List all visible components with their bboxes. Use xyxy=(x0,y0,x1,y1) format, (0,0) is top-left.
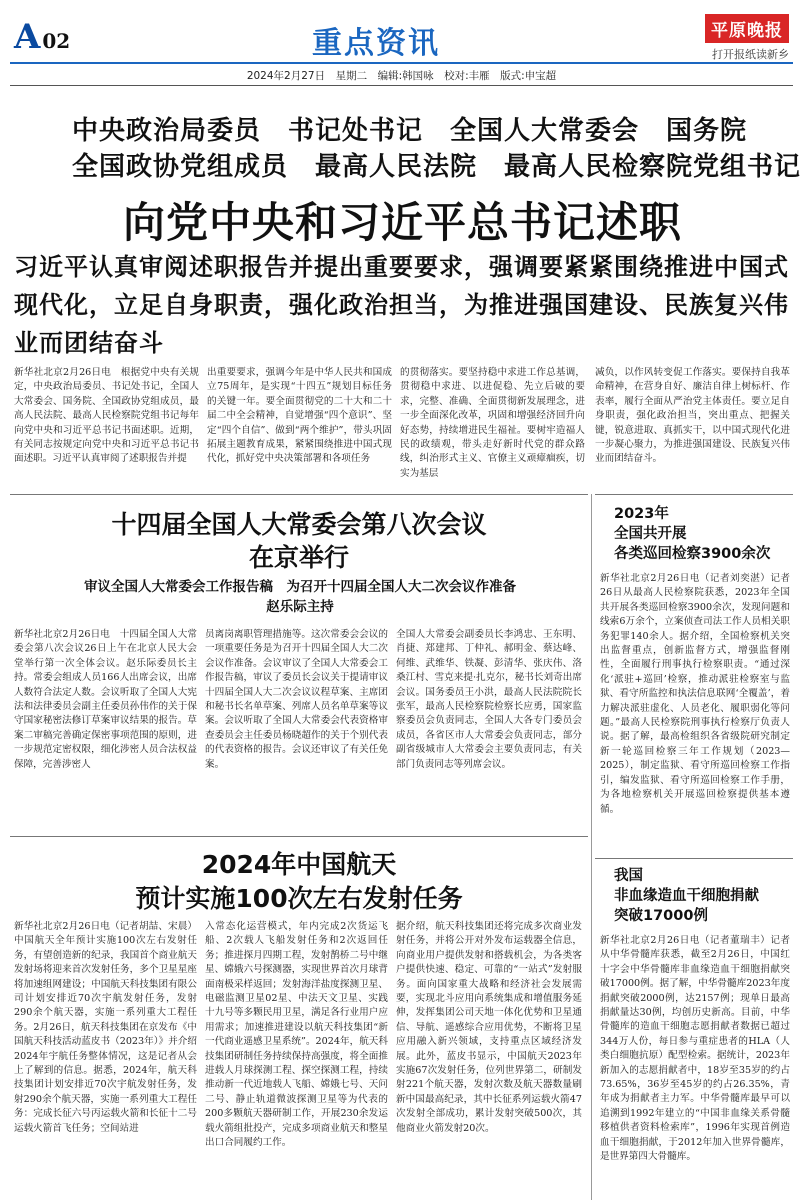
dateline-rule xyxy=(10,85,793,86)
side2-body: 新华社北京2月26日电（记者董瑞丰）记者从中华骨髓库获悉，截至2月26日，中国红十字会中华骨髓库非血缘造血干细胞捐献突破17000例。据了解，中华骨髓库2023年度捐献突破2000例，达2157例；现单日最高捐献量达30例，均创历史新高。目前，中华骨髓库的造血干细胞志愿捐献者数据已超过344万人份，每日参与重症患者的HLA（人类白细胞抗原）配型检索。据统计，2023年新加入的志愿捐献者中，18岁至35岁的约占73.65%，36岁至45岁的约占26.35%，青年成为捐献者主力军。中华骨髓库最早可以追溯到1992年建立的“中国非血缘关系骨髓移植供者资料检索库”，1996年实现首例造血干细胞捐献，于2012年加入世界骨髓库，是世界第四大骨髓库。 xyxy=(600,935,790,1163)
side2-title-3: 突破17000例 xyxy=(614,908,708,924)
side1-body: 新华社北京2月26日电（记者刘奕湛）记者26日从最高人民检察院获悉，2023年全国共开展各类巡回检察3900余次，发现问题和线索6万余个，立案侦查司法工作人员相关职务犯罪140余人。据介绍，全国检察机关突出监督重点，创新监督方式，增强监督刚性，全面履行刑事执行检察职责。“通过深化‘派驻+巡回’检察，推动派驻检察室与监狱、看守所监控和执法信息联网‘全覆盖’，着力解决派驻虚化、人员老化、履职弱化等问题。”最高人民检察院刑事执行检察厅负责人说。据了解，最高检组织各省级院研究制定新一轮巡回检察三年工作规划（2023—2025），制定监狱、看守所巡回检察工作指引，编发监狱、看守所巡回检察工作手册，为各地检察机关开展巡回检察提供基本遵循。 xyxy=(600,573,790,815)
story3-title-1: 2024年中国航天 xyxy=(201,850,397,879)
side1-title-3: 各类巡回检察3900余次 xyxy=(614,546,771,562)
lead-divider xyxy=(10,494,588,495)
side2-title-2: 非血缘造血干细胞捐献 xyxy=(614,888,759,904)
dateline: 2024年2月27日 星期二 编辑:韩国咏 校对:丰雁 版式:申宝超 xyxy=(246,70,557,82)
story2-title-1: 十四届全国人大常委会第八次会议 xyxy=(111,510,487,539)
story2-column-1: 新华社北京2月26日电 十四届全国人大常委会第八次会议26日上午在北京人民大会堂举行第一次全体会议。赵乐际委员长主持。常委会组成人员166人出席会议，出席人数符合法定人数。会议听取了全国人大宪法和法律委员会副主任委员孙伟作的关于保守国家秘密法修订草案审议结果的报告。草案二审稿完善确定保密事项范围的原则，进一步规范定密权限，细化涉密人员合法权益保障，完善涉密人 xyxy=(14,629,197,770)
lead-headline: 向党中央和习近平总书记述职 xyxy=(122,198,682,247)
story2-title-2: 在京举行 xyxy=(248,543,349,572)
lead-kicker-2: 全国政协党组成员 最高人民法院 最高人民检察院党组书记 xyxy=(72,152,802,182)
lead-kicker-1: 中央政治局委员 书记处书记 全国人大常委会 国务院 xyxy=(72,116,748,146)
story2-divider xyxy=(10,836,588,837)
section-title: 重点资讯 xyxy=(312,26,440,61)
lead-deck: 习近平认真审阅述职报告并提出重要要求，强调要紧紧围绕推进中国式现代化，立足自身职责，强化政治担当，为推进强国建设、民族复兴伟业而团结奋斗 xyxy=(14,252,789,357)
side-divider-mid xyxy=(595,858,793,859)
side1-title-1: 2023年 xyxy=(614,506,669,522)
lead-column-1: 新华社北京2月26日电 根据党中央有关规定，中央政治局委员、书记处书记，全国人大常委会、国务院、全国政协党组成员，最高人民法院、最高人民检察院党组书记每年向党中央和习近平总书记书面述职。近期，有关同志按规定向党中央和习近平总书记书面述职。习近平认真审阅了述职报告并提 xyxy=(14,367,199,465)
page-letter: A xyxy=(14,17,41,57)
page-number xyxy=(14,17,71,57)
brand-logo: 平原晚报 xyxy=(705,14,789,43)
page-number-digits: 02 xyxy=(42,29,71,53)
story2-subtitle-2: 赵乐际主持 xyxy=(266,599,334,615)
story3-title-2: 预计实施100次左右发射任务 xyxy=(135,884,463,913)
sidebar-rule xyxy=(591,494,592,1200)
lead-column-2: 出重要要求，强调今年是中华人民共和国成立75周年，是实现“十四五”规划目标任务的关键一年。要全面贯彻党的二十大和二十届二中全会精神，自觉增强“四个意识”、坚定“四个自信”、做到“两个维护”，带头巩固拓展主题教育成果，紧紧围绕推进中国式现代化，抓好党中央决策部署和各项任务 xyxy=(207,367,392,465)
story3-column-3: 据介绍，航天科技集团还将完成多次商业发射任务，并将公开对外发布运载器全信息，向商业用户提供发射和搭载机会，为各类客户提供快速、稳定、可靠的“一站式”发射服务。面向国家重大战略和经济社会发展需要，实现北斗应用向系统集成和增值服务延伸，发挥集团公司天地一体化优势和卫星通信、导航、遥感综合应用优势，不断将卫星应用融入新兴领域，支持重点区域经济发展。此外，蓝皮书显示，中国航天2023年实施67次发射任务，位列世界第二，研制发射221个航天器，发射次数及航天器数量刷新中国最高纪录，其中长征系列运载火箭47次发射全部成功，累计发射突破500次，其他商业火箭发射20次。 xyxy=(396,921,582,1134)
lead-column-4: 减负，以作风转变促工作落实。要保持自我革命精神，在营身自好、廉洁自律上树标杆、作表率，履行全面从严治党主体责任。要立足自身职责，强化政治担当，突出重点、把握关键，锐意进取、真抓实干，以中国式现代化进一步凝心聚力，为推进强国建设、民族复兴伟业而团结奋斗。 xyxy=(595,367,790,465)
side1-title-2: 全国共开展 xyxy=(614,526,687,542)
side-divider-top xyxy=(595,494,793,495)
story2-subtitle-1: 审议全国人大常委会工作报告稿 为召开十四届全国人大二次会议作准备 xyxy=(84,579,516,595)
side2-title-1: 我国 xyxy=(614,868,643,884)
lead-column-3: 的贯彻落实。要坚持稳中求进工作总基调，贯彻稳中求进、以进促稳、先立后破的要求，完整、准确、全面贯彻新发展理念，进一步全面深化改革，巩固和增强经济回升向好态势，持续增进民生福祉。要树牢造福人民的政绩观，带头走好新时代党的群众路线，纠治形式主义、官僚主义顽瘴痼疾，切实为基层 xyxy=(400,367,585,479)
brand-block xyxy=(705,14,789,62)
story2-column-2: 员离岗离职管理措施等。这次常委会会议的一项重要任务是为召开十四届全国人大二次会议作准备。会议审议了全国人大常委会工作报告稿，审议了委员长会议关于提请审议十四届全国人大二次会议议程草案、主席团和秘书长名单草案、列席人员名单草案等议案。会议听取了全国人大常委会代表资格审查委员会主任委员杨晓超作的关于个别代表的代表资格的报告。会议还审议了有关任免案。 xyxy=(205,629,388,770)
brand-slogan: 打开报纸读新乡 xyxy=(712,48,789,61)
story3-column-1: 新华社北京2月26日电（记者胡喆、宋晨）中国航天全年预计实施100次左右发射任务，有望创造新的纪录，我国首个商业航天发射场将迎来首次发射任务，多个卫星星座将加速组网建设；中国航天科技集团有限公司计划安排近70次宇航发射任务，发射290余个航天器，实施一系列重大工程任务。2月26日，航天科技集团在京发布《中国航天科技活动蓝皮书（2023年）》并介绍2024年宇航任务整体情况，这是记者从会上了解到的信息。据悉，2024年，航天科技集团计划安排近70次宇航发射任务，发射290余个航天器，实施一系列重大工程任务：完成长征六号丙运载火箭和长征十二号运载火箭首飞任务；空间站进 xyxy=(14,921,197,1134)
story3-column-2: 入常态化运营模式，年内完成2次货运飞船、2次载人飞船发射任务和2次返回任务；推进探月四期工程，发射鹊桥二号中继星、嫦娥六号探测器，实现世界首次月球背面南极采样返回；发射海洋盐度探测卫星、电磁监测卫星02星、中法天文卫星、实践十九号等多颗民用卫星，满足各行业用户应用需求；加速推进建设以航天科技集团“新一代商业遥感卫星系统”。2024年，航天科技集团研制任务持续保持高强度，将全面推进载人月球探测工程、探空探测工程，持续推动新一代近地载人飞船、嫦娥七号、天问二号、静止轨道微波探测卫星等为代表的200多颗航天器研制工作，开展230余发运载火箭组批投产，完成多项商业航天和整星出口合同履约工作。 xyxy=(205,921,388,1149)
masthead-rule xyxy=(10,62,793,64)
story2-column-3: 全国人大常委会副委员长李鸿忠、王东明、肖捷、郑建邦、丁仲礼、郝明金、蔡达峰、何维、武维华、铁凝、彭清华、张庆伟、洛桑江村、雪克来提·扎克尔，秘书长刘奇出席会议。国务委员王小洪，最高人民法院院长张军，最高人民检察院检察长应勇，国家监察委员会负责同志，全国人大各专门委员会成员，各省区市人大常委会负责同志，部分副省级城市人大常委会主要负责同志，有关部门负责同志等列席会议。 xyxy=(396,629,582,770)
